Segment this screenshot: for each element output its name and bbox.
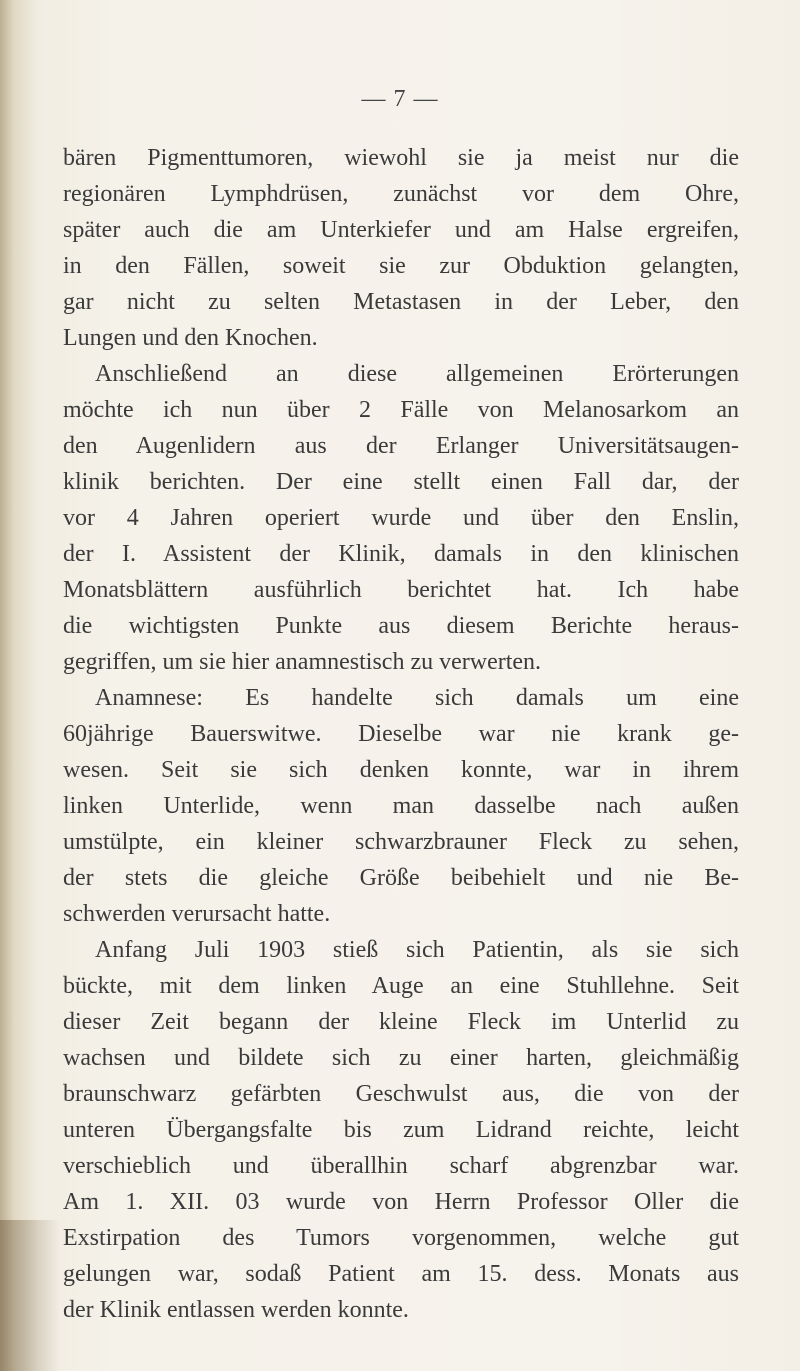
text-line: den Augenlidern aus der Erlanger Universitätsaugen- [63,433,739,459]
text-line: braunschwarz gefärbten Geschwulst aus, die von der [63,1081,739,1107]
binding-shadow [0,0,38,1371]
text-line: gar nicht zu selten Metastasen in der Leber, den [63,289,739,315]
text-line: gelungen war, sodaß Patient am 15. dess. Monats aus [63,1261,739,1287]
text-line: Anfang Juli 1903 stieß sich Patientin, als sie sich [95,937,739,963]
page-corner-shadow [0,1220,60,1371]
text-line: linken Unterlide, wenn man dasselbe nach außen [63,793,739,819]
text-line: der stets die gleiche Größe beibehielt und nie Be- [63,865,739,891]
text-line: verschieblich und überallhin scharf abgrenzbar war. [63,1153,739,1179]
text-line: wachsen und bildete sich zu einer harten, gleichmäßig [63,1045,739,1071]
text-line: unteren Übergangsfalte bis zum Lidrand reichte, leicht [63,1117,739,1143]
paragraph [63,680,739,932]
text-line: klinik berichten. Der eine stellt einen Fall dar, der [63,469,739,495]
text-line: bären Pigmenttumoren, wiewohl sie ja meist nur die [63,145,739,171]
text-line: der Klinik entlassen werden konnte. [63,1297,409,1323]
text-line: vor 4 Jahren operiert wurde und über den Enslin, [63,505,739,531]
text-line: umstülpte, ein kleiner schwarzbrauner Fleck zu sehen, [63,829,739,855]
text-line: später auch die am Unterkiefer und am Halse ergreifen, [63,217,739,243]
text-line: der I. Assistent der Klinik, damals in den klinischen [63,541,739,567]
text-line: bückte, mit dem linken Auge an eine Stuhllehne. Seit [63,973,739,999]
text-line: regionären Lymphdrüsen, zunächst vor dem Ohre, [63,181,739,207]
text-line: Anschließend an diese allgemeinen Erörterungen [95,361,739,387]
text-line: schwerden verursacht hatte. [63,901,331,927]
text-line: dieser Zeit begann der kleine Fleck im Unterlid zu [63,1009,739,1035]
text-line: die wichtigsten Punkte aus diesem Berichte heraus- [63,613,739,639]
text-line: Am 1. XII. 03 wurde von Herrn Professor Oller die [63,1189,739,1215]
text-line: in den Fällen, soweit sie zur Obduktion gelangten, [63,253,739,279]
paragraph [63,932,739,1328]
body-text [63,140,739,1328]
paragraph [63,356,739,680]
text-line: Monatsblättern ausführlich berichtet hat. Ich habe [63,577,739,603]
text-line: Lungen und den Knochen. [63,325,318,351]
page-number-header: — 7 — [361,86,439,112]
paragraph [63,140,739,356]
text-line: wesen. Seit sie sich denken konnte, war in ihrem [63,757,739,783]
text-line: möchte ich nun über 2 Fälle von Melanosarkom an [63,397,739,423]
text-line: gegriffen, um sie hier anamnestisch zu verwerten. [63,649,542,675]
text-line: 60jährige Bauerswitwe. Dieselbe war nie krank ge- [63,721,739,747]
text-line: Anamnese: Es handelte sich damals um eine [95,685,739,711]
text-line: Exstirpation des Tumors vorgenommen, welche gut [63,1225,739,1251]
